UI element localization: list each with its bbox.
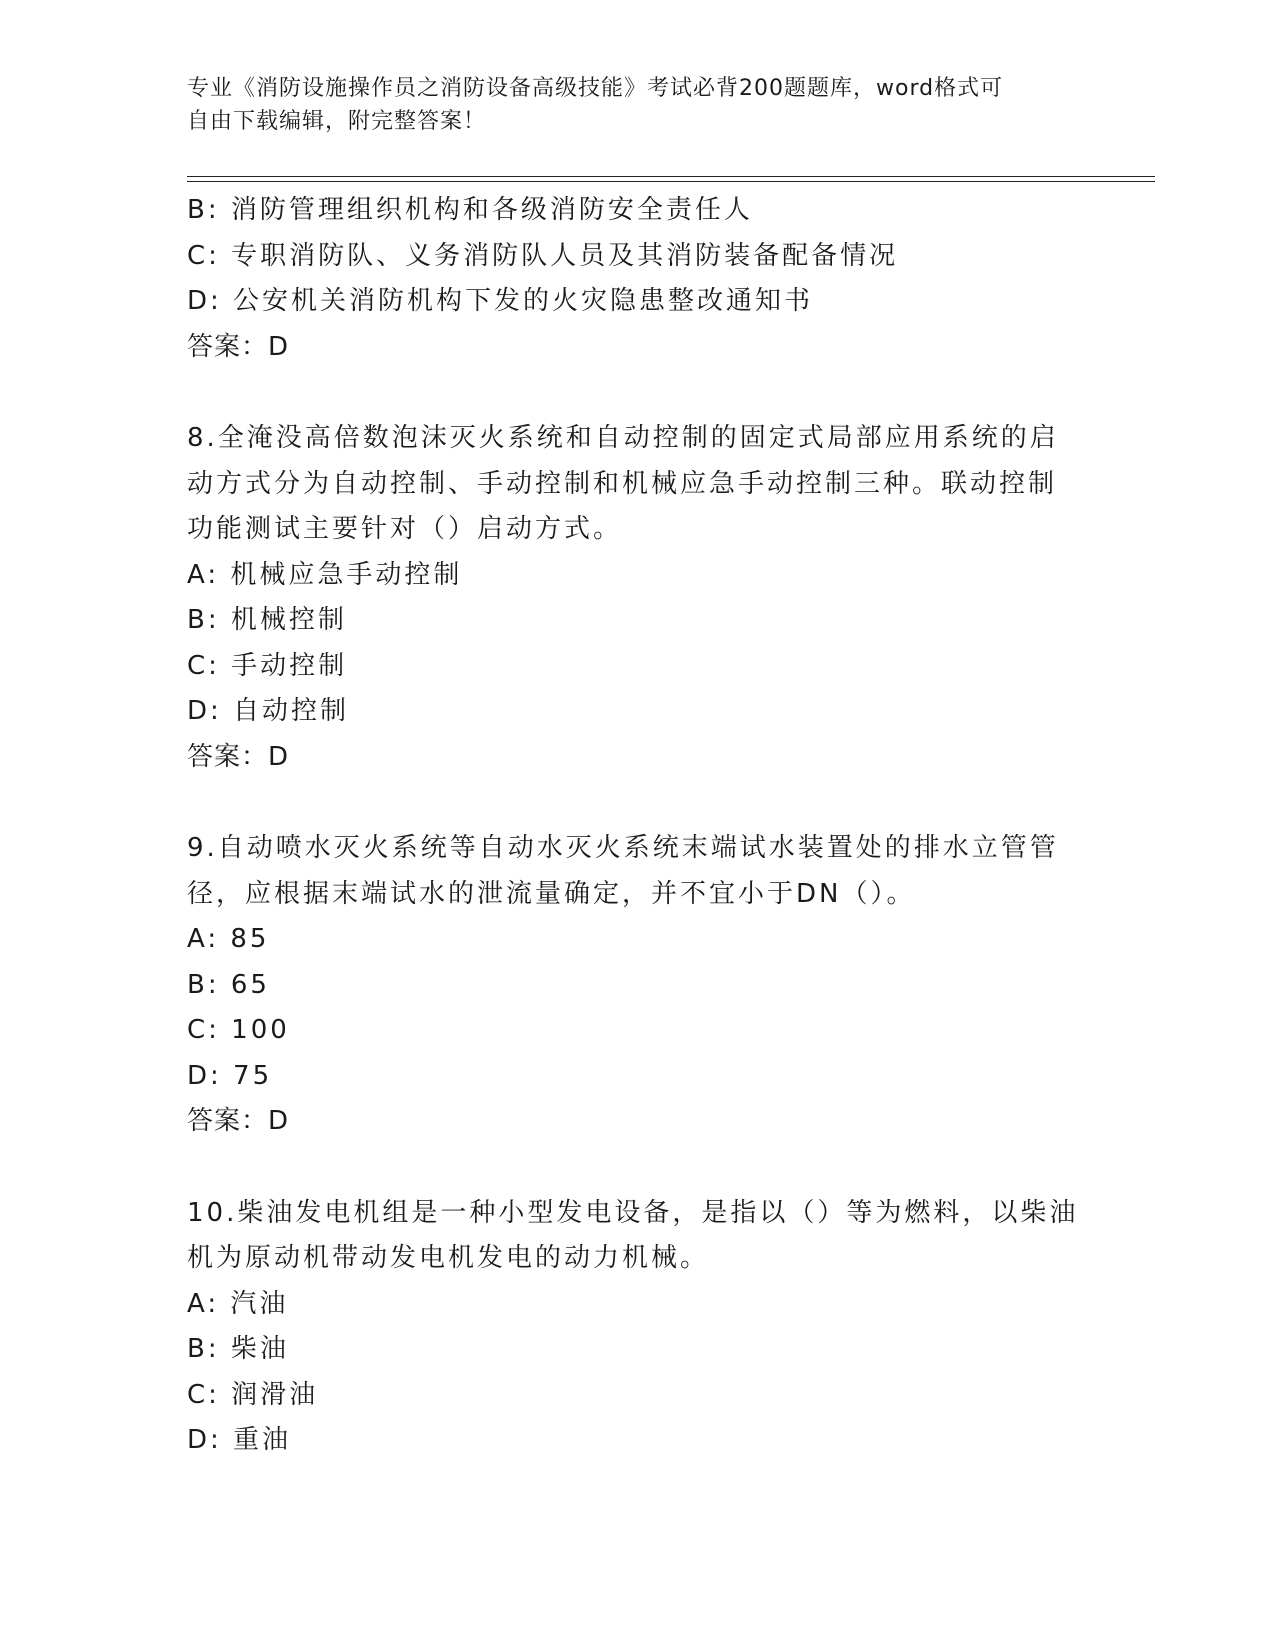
option-b: B: 消防管理组织机构和各级消防安全责任人 (187, 195, 753, 225)
answer-line: 答案：D (187, 331, 290, 362)
question-text-line: 动方式分为自动控制、手动控制和机械应急手动控制三种。联动控制 (187, 468, 1058, 499)
option-d: D: 自动控制 (187, 696, 350, 726)
option-b: B: 65 (187, 969, 270, 1000)
prev-question-block (187, 188, 1087, 370)
answer-line: 答案：D (187, 1106, 290, 1136)
answer-line: 答案：D (187, 741, 290, 772)
question-10 (187, 1191, 1087, 1464)
question-text-line: 径，应根据末端试水的泄流量确定，并不宜小于DN（）。 (187, 878, 916, 909)
question-8 (187, 416, 1087, 780)
question-text-line: 9.自动喷水灭火系统等自动水灭火系统末端试水装置处的排水立管管 (187, 833, 1059, 863)
option-a: A: 机械应急手动控制 (187, 559, 463, 590)
question-text-line: 机为原动机带动发电机发电的动力机械。 (187, 1243, 710, 1273)
document-header (187, 72, 1087, 138)
option-c: C: 专职消防队、义务消防队人员及其消防装备配备情况 (187, 240, 899, 271)
question-text-line: 功能测试主要针对（）启动方式。 (187, 514, 623, 544)
option-d: D: 75 (187, 1060, 273, 1091)
option-b: B: 柴油 (187, 1334, 289, 1364)
header-line-2: 自由下载编辑，附完整答案！ (187, 109, 487, 134)
header-line-1: 专业《消防设施操作员之消防设备高级技能》考试必背200题题库，word格式可 (187, 76, 1004, 101)
header-divider-top (187, 176, 1155, 177)
option-b: B: 机械控制 (187, 605, 347, 635)
question-text-line: 8.全淹没高倍数泡沫灭火系统和自动控制的固定式局部应用系统的启 (187, 423, 1059, 453)
question-content (187, 188, 1087, 1464)
option-a: A: 汽油 (187, 1288, 289, 1319)
question-9 (187, 826, 1087, 1145)
header-divider-bottom (187, 181, 1155, 182)
option-c: C: 润滑油 (187, 1379, 319, 1410)
option-c: C: 100 (187, 1015, 290, 1045)
question-text-line: 10.柴油发电机组是一种小型发电设备，是指以（）等为燃料，以柴油 (187, 1197, 1079, 1228)
option-d: D: 重油 (187, 1425, 292, 1455)
option-c: C: 手动控制 (187, 650, 348, 681)
option-d: D: 公安机关消防机构下发的火灾隐患整改通知书 (187, 286, 814, 316)
option-a: A: 85 (187, 924, 270, 954)
